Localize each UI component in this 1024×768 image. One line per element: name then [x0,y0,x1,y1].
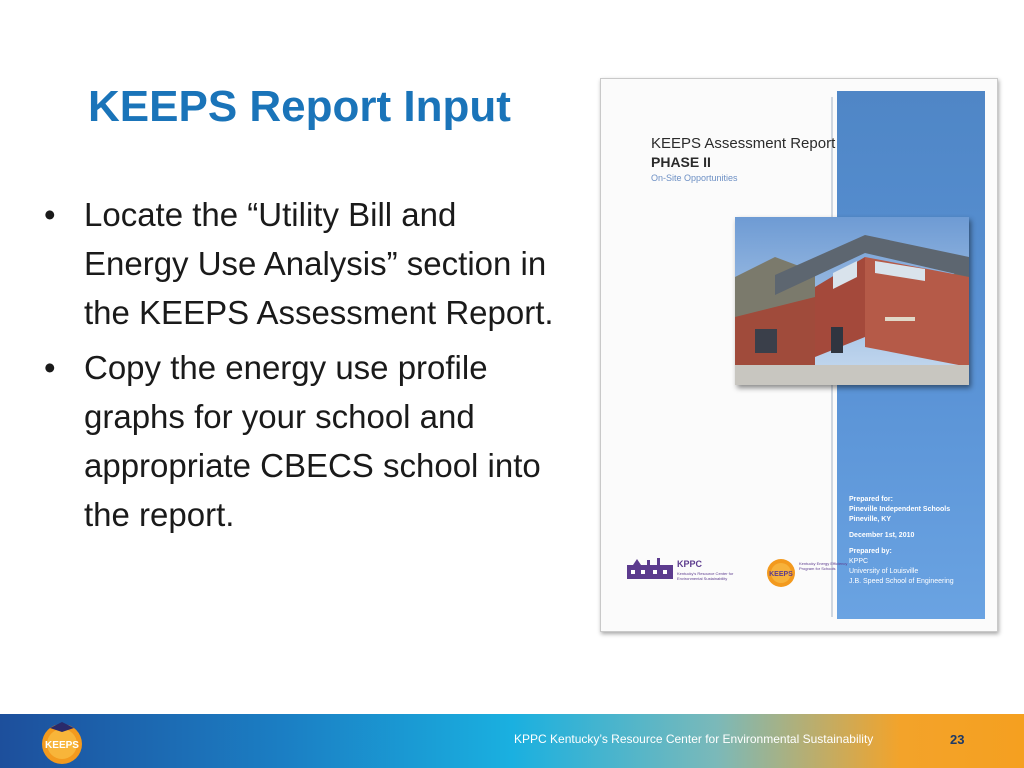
prepared-by-line: KPPC [849,558,869,565]
kppc-logo-icon [627,557,675,583]
bullet-text: Copy the energy use profile graphs for your school and appropriate CBECS school into the report. [84,349,541,533]
report-date: December 1st, 2010 [849,532,915,539]
kppc-logo-text: KPPC [677,559,703,569]
keeps-logo-icon [34,718,90,766]
prepared-for-label: Prepared for: [849,496,893,503]
footer-caption: KPPC Kentucky’s Resource Center for Environmental Sustainability [514,732,874,746]
keeps-logo-caption: Kentucky Energy Efficiency Program for Schools [799,561,848,571]
prepared-for-org: Pineville Independent Schools [849,506,951,513]
page-number: 23 [950,732,965,747]
bullet-list [44,190,564,545]
slide-title: KEEPS Report Input [88,82,511,131]
report-cover-image [600,78,998,632]
prepared-by-line: University of Louisville [849,568,919,575]
footer-bar [0,714,1024,768]
report-cover-logos [627,553,848,593]
report-cover-subtitle: On-Site Opportunities [651,173,738,183]
report-cover-info [849,495,983,587]
prepared-for-location: Pineville, KY [849,516,892,523]
report-cover-phase: PHASE II [651,154,711,170]
bullet-item [44,343,564,539]
report-cover-title: KEEPS Assessment Report [651,135,836,152]
bullet-glyph: • [44,349,56,386]
prepared-by-label: Prepared by: [849,548,892,555]
school-building-photo [735,217,969,385]
svg-text:KEEPS: KEEPS [769,571,793,578]
prepared-by-line: J.B. Speed School of Engineering [849,578,954,585]
bullet-item [44,190,564,337]
bullet-text: Locate the “Utility Bill and Energy Use Analysis” section in the KEEPS Assessment Report. [84,196,554,331]
keeps-logo-icon [765,553,797,589]
keeps-logo-text: KEEPS [45,740,79,751]
bullet-glyph: • [44,196,56,233]
kppc-logo-caption: Kentucky's Resource Center for Environmental Sustainability [677,571,734,581]
